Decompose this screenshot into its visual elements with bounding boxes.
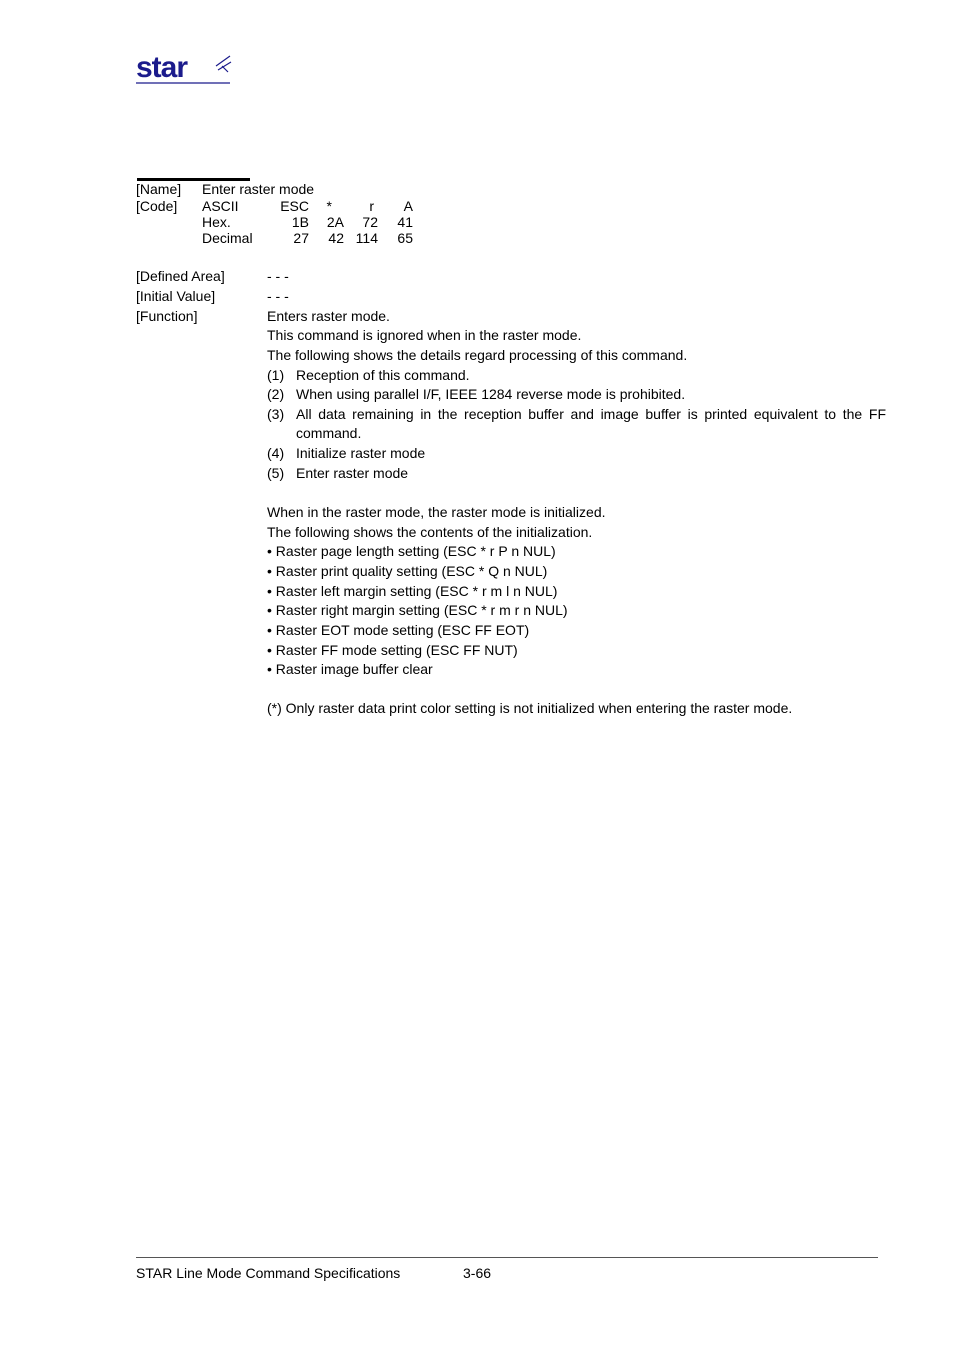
name-value: Enter raster mode xyxy=(202,181,315,197)
init-bullet: • Raster print quality setting (ESC * Q n NUL) xyxy=(267,563,548,579)
code-type-decimal: Decimal xyxy=(202,230,253,246)
init-bullet: • Raster image buffer clear xyxy=(267,661,433,677)
code-cell: 41 xyxy=(397,214,413,230)
function-line: This command is ignored when in the raster mode. xyxy=(267,327,582,343)
defined-area-label: [Defined Area] xyxy=(136,268,225,284)
code-cell: 72 xyxy=(362,214,378,230)
code-cell: r xyxy=(369,198,374,214)
code-type-hex: Hex. xyxy=(202,214,231,230)
code-cell: 1B xyxy=(291,214,309,230)
logo-text: star xyxy=(136,52,188,84)
code-label: [Code] xyxy=(136,198,178,214)
step-text-continued: command. xyxy=(296,425,362,441)
step-number: (5) xyxy=(267,465,285,481)
code-cell: ESC xyxy=(280,198,309,214)
code-cell: A xyxy=(403,198,413,214)
initial-value-value: - - - xyxy=(267,288,289,304)
function-line: The following shows the details regard processing of this command. xyxy=(267,347,688,363)
init-bullet: • Raster right margin setting (ESC * r m r n NUL) xyxy=(267,602,568,618)
init-bullet: • Raster FF mode setting (ESC FF NUT) xyxy=(267,642,518,658)
code-cell: 27 xyxy=(293,230,309,246)
init-bullet: • Raster left margin setting (ESC * r m l n NUL) xyxy=(267,583,558,599)
step-number: (3) xyxy=(267,406,285,422)
initial-value-label: [Initial Value] xyxy=(136,288,216,304)
step-number: (2) xyxy=(267,386,285,402)
init-bullet: • Raster EOT mode setting (ESC FF EOT) xyxy=(267,622,530,638)
footer-rule xyxy=(136,1257,878,1258)
code-cell: 2A xyxy=(326,214,344,230)
page-number: 3-66 xyxy=(463,1265,492,1281)
step-number: (1) xyxy=(267,367,285,383)
code-cell: * xyxy=(326,198,332,214)
function-line: Enters raster mode. xyxy=(267,308,390,324)
step-text: Reception of this command. xyxy=(296,367,470,383)
code-type-ascii: ASCII xyxy=(202,198,239,214)
function-label: [Function] xyxy=(136,308,198,324)
star-logo-icon xyxy=(136,52,232,84)
code-cell: 42 xyxy=(328,230,344,246)
defined-area-value: - - - xyxy=(267,268,289,284)
step-text: Enter raster mode xyxy=(296,465,409,481)
init-intro-line: The following shows the contents of the initialization. xyxy=(267,524,593,540)
init-bullet: • Raster page length setting (ESC * r P n NUL) xyxy=(267,543,556,559)
step-text: When using parallel I/F, IEEE 1284 reverse mode is prohibited. xyxy=(296,386,686,402)
code-cell: 65 xyxy=(397,230,413,246)
step-number: (4) xyxy=(267,445,285,461)
code-cell: 114 xyxy=(355,230,378,246)
init-intro-line: When in the raster mode, the raster mode is initialized. xyxy=(267,504,606,520)
function-note: (*) Only raster data print color setting is not initialized when entering the raster mode. xyxy=(267,700,793,716)
step-text: All data remaining in the reception buffer and image buffer is printed equivalent to the FF xyxy=(296,406,886,422)
step-text: Initialize raster mode xyxy=(296,445,426,461)
footer-title: STAR Line Mode Command Specifications xyxy=(136,1265,401,1281)
name-label: [Name] xyxy=(136,181,182,197)
